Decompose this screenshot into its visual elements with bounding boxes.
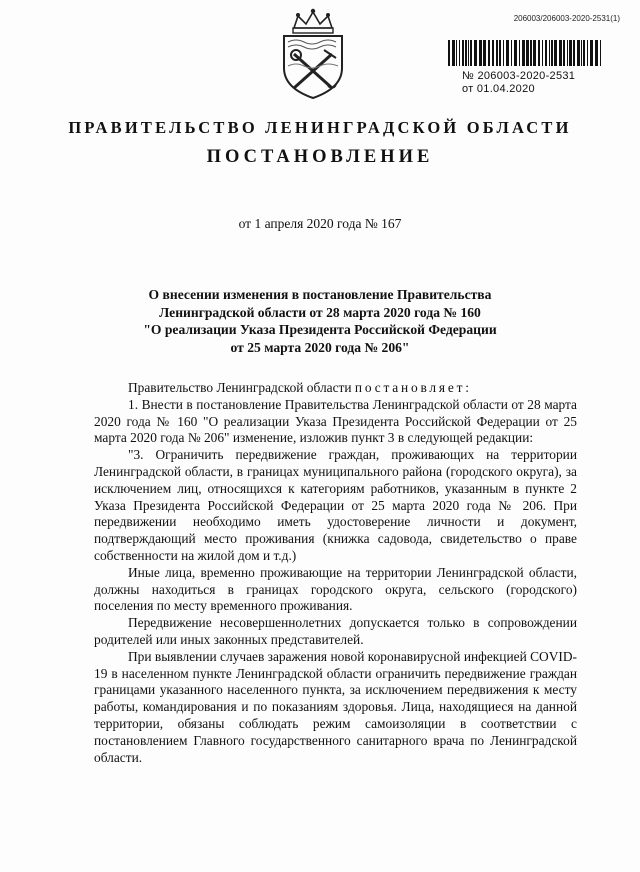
resolves-word: постановляет:: [354, 380, 472, 395]
body-paragraph: Иные лица, временно проживающие на территории Ленинградской области, должны находиться в границах городского округа, сельского (городского) поселения по месту временного проживания.: [94, 564, 577, 614]
barcode-bar: [600, 40, 601, 66]
barcode-bar: [583, 40, 585, 66]
barcode-bar: [590, 40, 593, 66]
barcode-bar: [573, 40, 575, 66]
subject-line: О внесении изменения в постановление Правительства: [148, 287, 492, 302]
barcode-bar: [530, 40, 532, 66]
barcode-bar: [503, 40, 504, 66]
registration-number: № 206003-2020-2531: [462, 70, 576, 82]
body-paragraph: 1. Внести в постановление Правительства Ленинградской области от 28 марта 2020 года № 160 "О реализации Указа Президента Российской Федерации от 25 марта 2020 года № 206" изменение, изложив пункт 3 в следующей редакции:: [94, 396, 577, 446]
subject-line: Ленинградской области от 28 марта 2020 года № 160: [159, 304, 481, 320]
barcode-bar: [533, 40, 536, 66]
barcode-bar: [452, 40, 455, 66]
barcode-bar: [479, 40, 482, 66]
preamble-text: Правительство Ленинградской области: [128, 380, 355, 395]
barcode-bar: [514, 40, 517, 66]
barcode-bar: [499, 40, 501, 66]
preamble-paragraph: [94, 380, 577, 397]
barcode-bar: [526, 40, 529, 66]
barcode-bar: [506, 40, 509, 66]
government-title: ПРАВИТЕЛЬСТВО ЛЕНИНГРАДСКОЙ ОБЛАСТИ: [68, 118, 572, 137]
barcode-bar: [545, 40, 547, 66]
barcode-bar: [468, 40, 469, 66]
barcode-bar: [542, 40, 543, 66]
barcode-bar: [465, 40, 467, 66]
barcode-bar: [483, 40, 486, 66]
barcode-bar: [551, 40, 553, 66]
barcode-bar: [538, 40, 540, 66]
barcode-bar: [522, 40, 525, 66]
barcode-bar: [496, 40, 498, 66]
barcode-bar: [587, 40, 588, 66]
barcode-bar: [462, 40, 464, 66]
document-body: [94, 380, 577, 766]
barcode-bar: [567, 40, 568, 66]
barcode-bar: [474, 40, 477, 66]
subject-line: от 25 марта 2020 года № 206": [230, 339, 410, 355]
barcode-bar: [519, 40, 520, 66]
coat-of-arms-icon: [276, 6, 350, 102]
body-paragraph: Передвижение несовершеннолетних допускается только в сопровождении родителей или иных законных представителей.: [94, 615, 577, 647]
subject-line: "О реализации Указа Президента Российской Федерации: [143, 322, 497, 337]
barcode-bar: [595, 40, 598, 66]
document-id: 206003/206003-2020-2531(1): [513, 14, 620, 23]
document-date-line: от 1 апреля 2020 года № 167: [238, 216, 402, 231]
barcode-bar: [563, 40, 565, 66]
document-type: ПОСТАНОВЛЕНИЕ: [206, 147, 434, 167]
barcode-bar: [559, 40, 562, 66]
barcode-bar: [448, 40, 450, 66]
barcode-bar: [456, 40, 457, 66]
barcode-bar: [492, 40, 494, 66]
barcode-bar: [554, 40, 557, 66]
barcode-bar: [488, 40, 490, 66]
barcode-bar: [569, 40, 572, 66]
barcode-bar: [459, 40, 460, 66]
barcode-bar: [549, 40, 550, 66]
body-paragraph: "3. Ограничить передвижение граждан, проживающих на территории Ленинградской области, в границах муниципального района (городского округа), за исключением лиц, относящихся к категориям работников, указанным в пункте 2 Указа Президента Российской Федерации от 25 марта 2020 года № 206. При передвижении необходимо иметь удостоверение личности и документ, подтверждающий место проживания (книжка садовода, свидетельство о праве собственности на жилой дом и т.д.): [94, 447, 577, 563]
registration-date: от 01.04.2020: [462, 83, 535, 95]
barcode-bar: [511, 40, 512, 66]
body-paragraph: При выявлении случаев заражения новой коронавирусной инфекцией COVID-19 в населенном пункте Ленинградской области ограничить передвижение граждан границами указанного населенного пункта, за исключением передвижения к месту работы, командирования и по показаниям здоровья. Лица, находящиеся на данной территории, обязаны соблюдать режим самоизоляции в соответствии с постановлением Главного государственного санитарного врача по Ленинградской области.: [94, 648, 577, 765]
barcode-bar: [581, 40, 582, 66]
barcode-bar: [577, 40, 580, 66]
barcode: [446, 40, 606, 70]
document-subject: [60, 286, 580, 356]
barcode-bar: [470, 40, 472, 66]
